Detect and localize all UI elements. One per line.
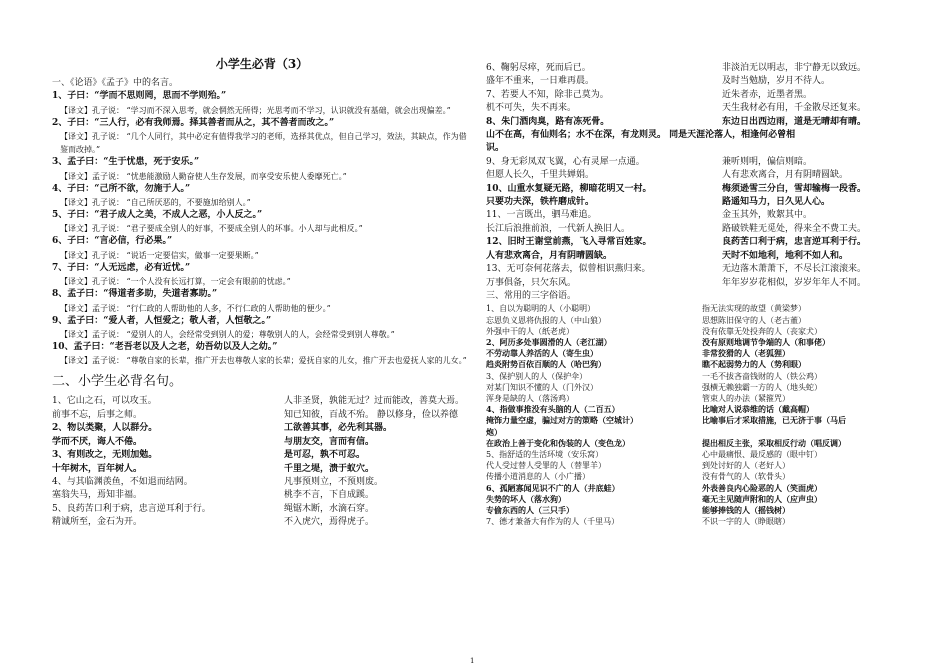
- translation-line: 【译文】孔子说： “学习而不深入思考，就会惘然无所得；光思考而不学习，认识就没有基础，就会出现偏差。”: [60, 105, 451, 115]
- saying-line-wide: 山不在高，有仙则名；水不在深，有龙则灵。 同是天涯沦落人，相逢何必曾相: [486, 130, 796, 141]
- saying-row: [486, 263, 906, 276]
- translation-line: 【译文】孟子说： “爱别人的人，会经常受到别人的爱；尊敬别人的人，会经常受到别人尊敬。”: [60, 330, 395, 340]
- saying-left: 长江后浪推前浪，一代新人换旧人。: [486, 223, 631, 234]
- saying-right: 东边日出西边雨，道是无晴却有晴。: [722, 116, 867, 127]
- saying-row: [52, 422, 472, 435]
- saying-left: 4、与其临渊羡鱼，不如退而结网。: [52, 476, 193, 487]
- quote-line: 1、子曰：“学而不思则罔，思而不学则殆。”: [52, 91, 227, 102]
- idiom-left: 炮）: [486, 426, 502, 437]
- idiom-left: 对某门知识不懂的人（门外汉）: [486, 382, 598, 392]
- idiom-right: [702, 427, 906, 438]
- idiom-row: [486, 404, 906, 415]
- saying-left: 学而不厌，诲人不倦。: [52, 436, 143, 447]
- idiom-list: [486, 303, 906, 527]
- saying-right: 近朱者赤，近墨者黑。: [722, 89, 813, 100]
- saying-row: [52, 463, 472, 476]
- saying-list-continued-2: [486, 156, 906, 290]
- saying-left: 2、物以类聚，人以群分。: [52, 423, 158, 434]
- idiom-left: 1、自以为聪明的人（小聪明）: [486, 304, 596, 314]
- idiom-left: 掩饰力量空虚，骗过对方的策略（空城计）: [486, 415, 638, 426]
- quote-line: 7、子曰：“人无远虑，必有近忧。”: [52, 262, 191, 273]
- idiom-left: 外强中干的人（纸老虎）: [486, 326, 574, 336]
- saying-row: [486, 62, 906, 75]
- idiom-row: [486, 326, 906, 337]
- saying-row: [52, 503, 472, 516]
- idiom-row: [486, 359, 906, 370]
- idiom-right: 能够捧钱的人（摇钱树）: [702, 504, 790, 515]
- idiom-right: 瞧不起弱势力的人（势利眼）: [702, 359, 806, 370]
- saying-row: [486, 169, 906, 182]
- saying-line-wide-tail: 识。: [486, 143, 505, 154]
- saying-right: 不入虎穴，焉得虎子。: [284, 517, 375, 528]
- idiom-left: 4、指做事推没有头脑的人（二百五）: [486, 404, 620, 415]
- saying-right: 路遥知马力，日久见人心。: [722, 197, 831, 208]
- idiom-right: 思想陈旧保守的人（老古董）: [702, 315, 806, 325]
- idiom-right: 提出相反主张，采取相反行动（唱反调）: [702, 437, 846, 448]
- saying-right: 路破铁鞋无觅处，得来全不费工夫。: [722, 223, 867, 234]
- idiom-row: [486, 393, 906, 404]
- page-title: 小学生必背（3）: [215, 57, 309, 71]
- saying-right: 非淡泊无以明志，非宁静无以致远。: [722, 63, 867, 73]
- saying-left: 12、旧时王谢堂前燕，飞入寻常百姓家。: [486, 237, 652, 248]
- saying-right: 是可忍，孰不可忍。: [284, 450, 366, 461]
- quote-line: 2、子曰：“三人行，必有我师焉。择其善者而从之，其不善者而改之。”: [52, 117, 335, 128]
- translation-line: 【译文】孟子说： “尊敬自家的长辈，推广开去也尊敬人家的长辈；爱抚自家的儿女，推广开去也爱抚人家的儿女。”: [60, 356, 467, 366]
- quote-line: 9、孟子曰：“爱人者，人恒爱之；敬人者，人恒敬之。”: [52, 315, 272, 326]
- saying-list: [52, 395, 472, 529]
- idiom-right: 强横无赖独霸一方的人（地头蛇）: [702, 382, 822, 392]
- idiom-right: 毫无主见随声附和的人（应声虫）: [702, 493, 822, 504]
- saying-right: 千里之堤，溃于蚁穴。: [284, 463, 375, 474]
- translation-line: 【译文】孟子说： “忧患能激励人勤奋使人生存发展，而享受安乐使人委靡死亡。”: [60, 171, 347, 181]
- idiom-left: 在政治上善于变化和伪装的人（变色龙）: [486, 437, 630, 448]
- page-number: 1: [470, 657, 475, 665]
- saying-right: 年年岁岁花相似，岁岁年年人不同。: [722, 277, 867, 288]
- saying-row: [52, 449, 472, 462]
- saying-row: [486, 89, 906, 102]
- idiom-left: 代人受过替人受罪的人（替罪羊）: [486, 461, 606, 471]
- saying-row: [486, 102, 906, 115]
- saying-row: [486, 75, 906, 88]
- saying-row: [52, 409, 472, 422]
- saying-right: 凡事预则立，不预则废。: [284, 476, 384, 487]
- idiom-left: 失势的坏人（落水狗）: [486, 493, 566, 504]
- saying-row: [486, 116, 906, 129]
- saying-left: 6、鞠躬尽瘁，死而后已。: [486, 63, 591, 73]
- quote-line: 8、孟子曰：“得道者多助，失道者寡助。”: [52, 289, 218, 300]
- idiom-right: 比喻对人说恭维的话（戴高帽）: [702, 404, 814, 415]
- quote-line: 5、子曰：“君子成人之美，不成人之恶，小人反之。”: [52, 210, 263, 221]
- saying-right: 绳锯木断，水滴石穿。: [284, 503, 375, 514]
- quote-line: 6、子曰：“言必信，行必果。”: [52, 236, 173, 247]
- saying-row: [486, 183, 906, 196]
- saying-right: 天生我材必有用，千金散尽还复来。: [722, 103, 867, 114]
- idiom-right: 心中最痛恨、最反感的（眼中钉）: [702, 449, 822, 459]
- idiom-right: 没有依靠无处投奔的人（丧家犬）: [702, 326, 822, 336]
- saying-left: 精诚所至，金石为开。: [52, 517, 143, 528]
- idiom-row: [486, 460, 906, 471]
- saying-row: [486, 209, 906, 222]
- idiom-row: [486, 505, 906, 516]
- saying-left: 9、身无彩凤双飞翼，心有灵犀一点通。: [486, 156, 645, 167]
- idiom-left: 专偷东西的人（三只手）: [486, 504, 574, 515]
- saying-list-continued: [486, 62, 906, 129]
- saying-left: 13、无可奈何花落去，似曾相识燕归来。: [486, 264, 651, 275]
- idiom-right: 一毛不拔吝啬钱财的人（铁公鸡）: [702, 371, 822, 381]
- quote-line: 3、孟子曰：“生于忧患，死于安乐。”: [52, 157, 200, 168]
- idiom-row: [486, 371, 906, 382]
- idiom-right: 没有原则地调节争端的人（和事佬）: [702, 336, 830, 347]
- saying-right: 兼听则明，偏信则暗。: [722, 156, 813, 167]
- idiom-row: [486, 471, 906, 482]
- saying-left: 7、若要人不知，除非己莫为。: [486, 89, 609, 100]
- idiom-row: [486, 494, 906, 505]
- idiom-right: 比喻事后才采取措施，已无济于事（马后: [702, 415, 846, 426]
- left-column: [52, 55, 472, 530]
- idiom-right: 非常狡猾的人（老狐狸）: [702, 348, 790, 359]
- saying-row: [52, 476, 472, 489]
- saying-row: [486, 277, 906, 290]
- saying-right: 人非圣贤，孰能无过？过而能改，善莫大焉。: [284, 396, 465, 407]
- saying-left: 万事俱备，只欠东风。: [486, 277, 577, 288]
- translation-line: 【译文】孟子说： “行仁政的人帮助他的人多，不行仁政的人帮助他的便少。”: [60, 303, 331, 313]
- section-heading-1: 一、《论语》《孟子》中的名言。: [52, 78, 179, 88]
- idiom-left: 6、孤陋寡闻见识不广的人（井底蛙）: [486, 482, 620, 493]
- saying-left: 11、一言既出，驷马难追。: [486, 210, 597, 221]
- idiom-left: 2、阿历多处事圆滑的人（老江湖）: [486, 336, 612, 347]
- saying-right: 无边落木萧萧下，不尽长江滚滚来。: [722, 264, 867, 275]
- saying-left: 人有悲欢离合，月有阴晴圆缺。: [486, 250, 613, 261]
- saying-right: 人有悲欢离合，月有阴晴圆缺。: [722, 170, 849, 181]
- saying-row: [52, 516, 472, 529]
- idiom-right: 外表善良内心险恶的人（笑面虎）: [702, 482, 822, 493]
- quote-list: [52, 90, 472, 367]
- idiom-left: 不劳动靠人养活的人（寄生虫）: [486, 348, 598, 359]
- idiom-left: 7、德才兼备大有作为的人（千里马）: [486, 517, 620, 527]
- idiom-row: [486, 438, 906, 449]
- section-heading-2: 二、小学生必背名句。: [52, 374, 183, 390]
- saying-row: [486, 196, 906, 209]
- section-heading-3: 三、常用的三字俗语。: [486, 290, 577, 301]
- idiom-row: [486, 516, 906, 527]
- saying-right: 梅须逊雪三分白，雪却输梅一段香。: [722, 183, 867, 194]
- idiom-right: 到处讨好的人（老好人）: [702, 461, 790, 471]
- translation-line: 【译文】孔子说： “一个人没有长远打算，一定会有眼前的忧虑。”: [60, 277, 291, 287]
- idiom-left: 3、保护别人的人（保护伞）: [486, 371, 588, 381]
- idiom-left: 趋炎附势百依百顺的人（哈巴狗）: [486, 359, 606, 370]
- saying-left: 塞翁失马，焉知非福。: [52, 490, 143, 501]
- right-column: [486, 62, 906, 527]
- saying-row: [52, 489, 472, 502]
- saying-left: 10、山重水复疑无路，柳暗花明又一村。: [486, 183, 652, 194]
- idiom-left: 忘恩负义恩将仇报的人（中山狼）: [486, 315, 606, 325]
- idiom-left: 传播小道消息的人（小广播）: [486, 472, 590, 482]
- saying-left: 只要功夫深，铁杵磨成针。: [486, 197, 595, 208]
- idiom-right: 指无法实现的故望（黄梁梦）: [702, 304, 806, 314]
- idiom-row: [486, 337, 906, 348]
- idiom-row: [486, 449, 906, 460]
- saying-row: [486, 250, 906, 263]
- idiom-right: 没有骨气的人（软骨头）: [702, 472, 790, 482]
- saying-row: [486, 156, 906, 169]
- idiom-row: [486, 415, 906, 426]
- quote-line: 10、孟子曰：“老吾老以及人之老，幼吾幼以及人之幼。”: [52, 342, 278, 353]
- saying-left: 机不可失，失不再来。: [486, 103, 577, 114]
- saying-left: 3、有则改之，无则加勉。: [52, 450, 158, 461]
- idiom-row: [486, 348, 906, 359]
- saying-right: 与朋友交，言而有信。: [284, 436, 375, 447]
- idiom-row: [486, 315, 906, 326]
- saying-left: 8、朱门酒肉臭，路有冻死骨。: [486, 116, 610, 127]
- saying-right: 金玉其外，败絮其中。: [722, 210, 813, 221]
- translation-line: 【译文】孔子说： “说话一定要信实，做事一定要果断。”: [60, 250, 259, 260]
- translation-line: 【译文】孔子说： “几个人同行，其中必定有值得我学习的老师，选择其优点，但自己学习，效法，其缺点，作为借鉴而改掉。”: [60, 132, 467, 155]
- idiom-row: [486, 483, 906, 494]
- saying-right: 良药苦口利于病，忠言逆耳利于行。: [722, 237, 867, 248]
- saying-right: 及时当勉励，岁月不待人。: [722, 76, 831, 87]
- saying-row: [52, 436, 472, 449]
- saying-right: 工欲善其事，必先利其器。: [284, 423, 393, 434]
- idiom-right: 管束人的办法（紧箍咒）: [702, 393, 790, 403]
- idiom-right: 不识一字的人（睁眼瞎）: [702, 517, 790, 527]
- translation-line: 【译文】孔子说： “君子要成全别人的好事，不要成全别人的坏事。小人却与此相反。”: [60, 224, 363, 234]
- idiom-row: [486, 382, 906, 393]
- saying-row: [486, 223, 906, 236]
- saying-left: 1、它山之石，可以攻玉。: [52, 396, 157, 407]
- idiom-left: 5、指舒适的生活环境（安乐窝）: [486, 449, 604, 459]
- saying-left: 5、良药苦口利于病，忠言逆耳利于行。: [52, 503, 211, 514]
- idiom-row: [486, 303, 906, 314]
- idiom-row: [486, 427, 906, 438]
- quote-line: 4、子曰：“己所不欲，勿施于人。”: [52, 183, 191, 194]
- saying-row: [486, 236, 906, 249]
- saying-right: 桃李不言，下自成蹊。: [284, 490, 375, 501]
- saying-row: [52, 395, 472, 408]
- saying-right: 天时不如地利，地利不如人和。: [722, 250, 849, 261]
- saying-left: 前事不忘，后事之师。: [52, 409, 143, 420]
- saying-left: 十年树木，百年树人。: [52, 463, 143, 474]
- saying-right: 知已知彼，百战不殆。 静以修身，俭以养德: [284, 409, 458, 420]
- saying-left: 但愿人长久，千里共婵娟。: [486, 170, 595, 181]
- idiom-left: 浑身是缺的人（落汤鸡）: [486, 393, 574, 403]
- translation-line: 【译文】孔子说： “自己所厌恶的，不要施加给别人。”: [60, 198, 251, 208]
- saying-left: 盛年不重来，一日难再晨。: [486, 76, 595, 87]
